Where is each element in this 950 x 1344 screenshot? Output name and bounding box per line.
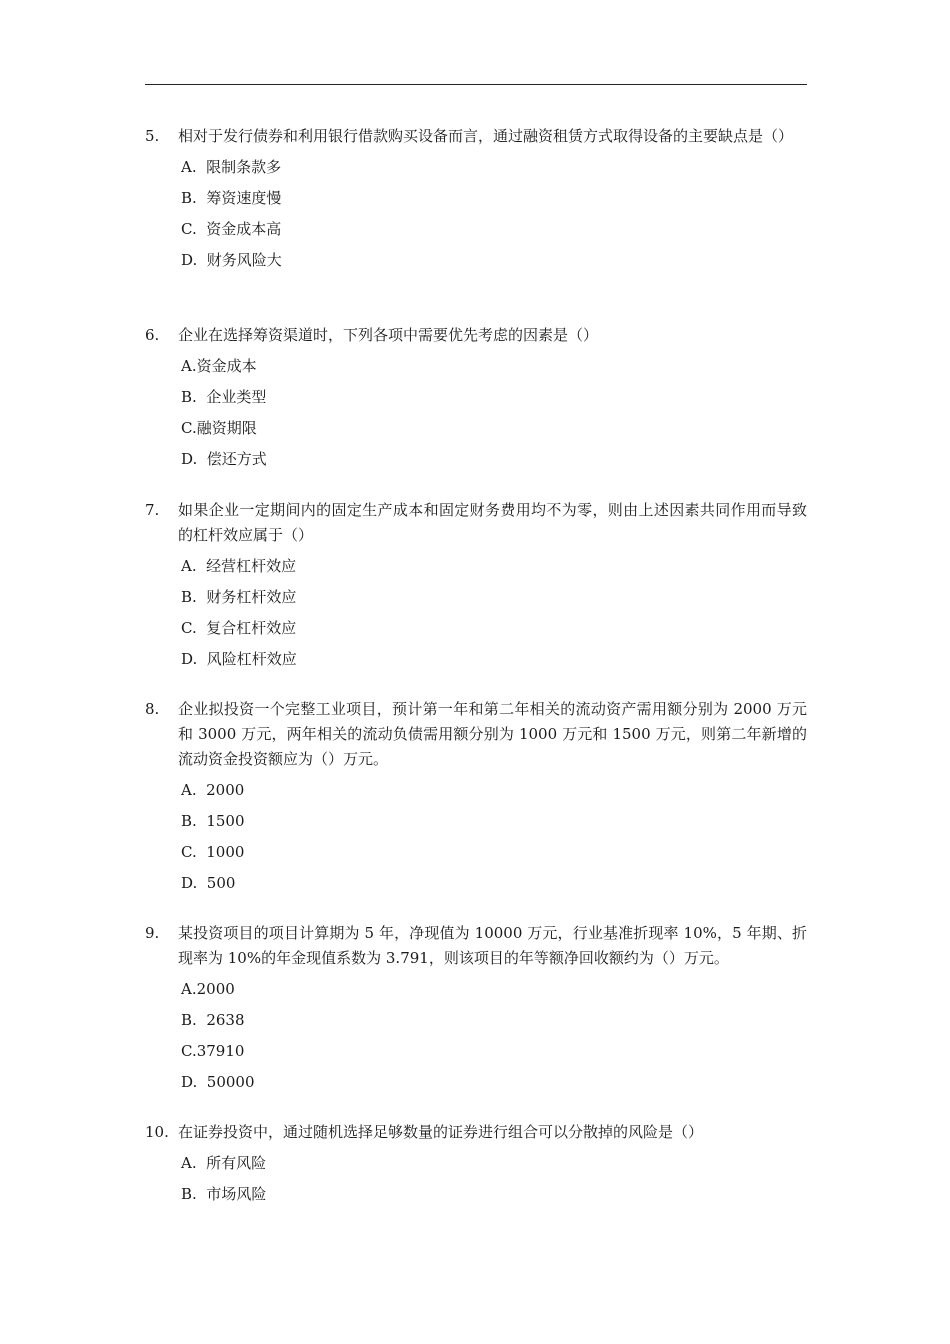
option-a: A. 经营杠杆效应 (181, 557, 297, 575)
option-b: B. 1500 (181, 812, 245, 830)
question-number: 6. (145, 326, 160, 344)
question-9 (145, 921, 807, 1101)
option-a: A. 所有风险 (181, 1154, 267, 1172)
option-c: C. 复合杠杆效应 (181, 619, 297, 637)
option-c: C. 资金成本高 (181, 220, 282, 238)
question-stem: 企业在选择筹资渠道时，下列各项中需要优先考虑的因素是（） (178, 326, 599, 344)
option-b: B. 财务杠杆效应 (181, 588, 297, 606)
option-b: B. 企业类型 (181, 388, 267, 406)
question-number: 8. (145, 700, 160, 718)
option-c: C.37910 (181, 1042, 245, 1060)
option-a: A.2000 (181, 980, 235, 998)
question-number: 7. (145, 501, 160, 519)
question-stem: 某投资项目的项目计算期为 5 年，净现值为 10000 万元，行业基准折现率 10%，5 年期、折现率为 10%的年金现值系数为 3.791，则该项目的年等额净回收额约为（）万元。 (178, 924, 807, 967)
question-number: 5. (145, 127, 160, 145)
option-b: B. 筹资速度慢 (181, 189, 282, 207)
option-d: D. 风险杠杆效应 (181, 650, 297, 668)
option-c: C.融资期限 (181, 419, 257, 437)
option-d: D. 偿还方式 (181, 450, 267, 468)
question-stem: 如果企业一定期间内的固定生产成本和固定财务费用均不为零，则由上述因素共同作用而导致的杠杆效应属于（） (178, 501, 807, 544)
question-7 (145, 498, 807, 678)
question-10 (145, 1120, 807, 1213)
option-d: D. 财务风险大 (181, 251, 282, 269)
question-stem: 相对于发行债券和利用银行借款购买设备而言，通过融资租赁方式取得设备的主要缺点是（） (178, 127, 794, 145)
question-stem: 在证券投资中，通过随机选择足够数量的证券进行组合可以分散掉的风险是（） (178, 1123, 704, 1141)
question-5 (145, 124, 807, 279)
option-c: C. 1000 (181, 843, 245, 861)
question-8 (145, 697, 807, 902)
question-number: 9. (145, 924, 160, 942)
option-b: B. 2638 (181, 1011, 245, 1029)
option-a: A. 限制条款多 (181, 158, 282, 176)
option-b: B. 市场风险 (181, 1185, 267, 1203)
option-d: D. 50000 (181, 1073, 255, 1091)
question-number: 10. (145, 1123, 169, 1141)
option-d: D. 500 (181, 874, 236, 892)
question-6 (145, 323, 807, 478)
option-a: A.资金成本 (181, 357, 257, 375)
question-stem: 企业拟投资一个完整工业项目，预计第一年和第二年相关的流动资产需用额分别为 2000 万元和 3000 万元，两年相关的流动负债需用额分别为 1000 万元和 1500 万元，则第二年新增的流动资金投资额应为（）万元。 (178, 700, 807, 768)
option-a: A. 2000 (181, 781, 245, 799)
header-rule (145, 84, 807, 85)
